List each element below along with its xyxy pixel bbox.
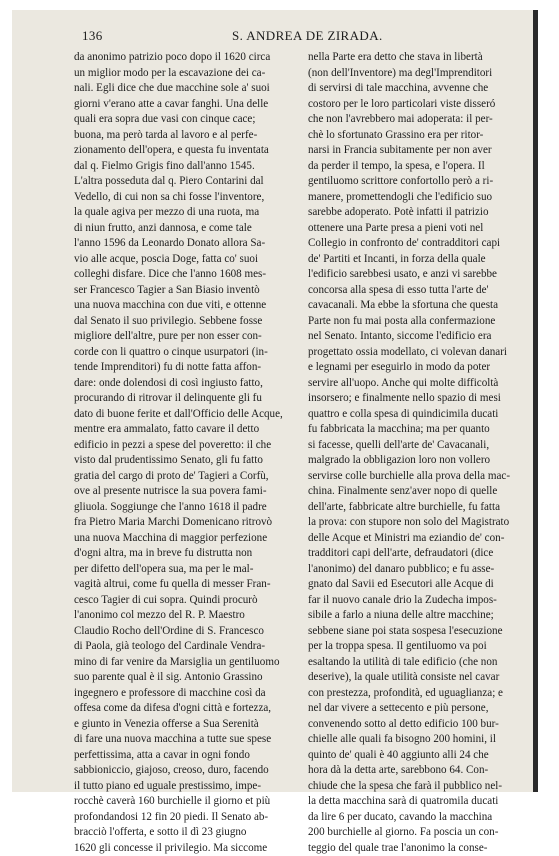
- text-line: visto dal prudentissimo Senato, gli fu fatto: [74, 453, 299, 469]
- text-line: tende Imprenditori) fu di notte fatta affon-: [74, 360, 299, 376]
- text-line: zionamento dell'opera, e questa fu inventata: [74, 143, 299, 159]
- text-line: chiude che la spesa che farà il pubblico nel-: [308, 779, 533, 795]
- text-line: insorsero; e finalmente nello spazio di mesi: [308, 391, 533, 407]
- text-line: di fare una nuova macchina a tutte sue spese: [74, 732, 299, 748]
- text-line: che non l'avrebbero mai adoperata: il per-: [308, 112, 533, 128]
- text-line: l'edificio sarebbesi usato, e anzi vi sarebbe: [308, 267, 533, 283]
- text-line: dal Senato il suo privilegio. Sebbene fosse: [74, 314, 299, 330]
- text-line: nel dar vivere a settecento e più persone,: [308, 701, 533, 717]
- text-line: gnato dal Savii ed Esecutori alle Acque di: [308, 577, 533, 593]
- text-line: concorsa alla spesa di esso tutta l'arte de': [308, 283, 533, 299]
- text-line: vio alle acque, poscia Doge, fatta co' suoi: [74, 252, 299, 268]
- text-line: il tutto piano ed uguale prestissimo, impe-: [74, 779, 299, 795]
- text-line: ove al presente nutrisce la sua povera fami-: [74, 484, 299, 500]
- text-line: Claudio Rocho dell'Ordine di S. Francesco: [74, 624, 299, 640]
- text-line: la prova: con stupore non solo del Magistrato: [308, 515, 533, 531]
- text-line: hora dà la detta arte, sarebbono 64. Con-: [308, 763, 533, 779]
- text-line: profondandosi 12 fin 20 piedi. Il Senato ab-: [74, 810, 299, 826]
- text-line: quinto de' quali è 40 aggiunto alli 24 che: [308, 748, 533, 764]
- text-line: gliuola. Soggiunge che l'anno 1618 il padre: [74, 500, 299, 516]
- text-line: gratia del cargo di proto de' Tagieri a Corfù,: [74, 469, 299, 485]
- text-line: da perder il tempo, la spesa, e l'opera. Il: [308, 159, 533, 175]
- text-line: e giunto in Venezia offerse a Sua Serenità: [74, 717, 299, 733]
- text-line: giorni v'erano atte a cavar fanghi. Una delle: [74, 97, 299, 113]
- text-line: convenendo sotto al detto edificio 100 bur-: [308, 717, 533, 733]
- text-line: una nuova macchina con due viti, e ottenne: [74, 298, 299, 314]
- text-line: si facesse, quelli dell'arte de' Cavacanali,: [308, 438, 533, 454]
- text-line: chielle alle quali fa bisogno 200 homini, il: [308, 732, 533, 748]
- text-line: Collegio in confronto de' contradditori capi: [308, 236, 533, 252]
- text-line: chè lo sfortunato Grassino era per ritor-: [308, 128, 533, 144]
- text-line: nali. Egli dice che due macchine sole a' suoi: [74, 81, 299, 97]
- left-text-column: [74, 50, 299, 856]
- text-line: buona, ma però tarda al lavoro e al perfe-: [74, 128, 299, 144]
- text-line: Vedello, di cui non sa chi fosse l'inventore,: [74, 190, 299, 206]
- text-line: vagità altrui, come fu quella di messer Fran-: [74, 577, 299, 593]
- text-line: quattro e colla spesa di quindicimila ducati: [308, 407, 533, 423]
- text-line: fra Pietro Maria Marchi Domenicano ritrovò: [74, 515, 299, 531]
- text-line: con prestezza, profondità, ed uguaglianza; e: [308, 686, 533, 702]
- text-line: 200 burchielle al giorno. Fa poscia un con-: [308, 825, 533, 841]
- text-line: deserive), la quale utilità consiste nel cavar: [308, 670, 533, 686]
- text-line: nel Senato. Intanto, siccome l'edificio era: [308, 329, 533, 345]
- text-line: ottenere una Parte presa a pieni voti nel: [308, 221, 533, 237]
- text-line: di Paola, già teologo del Cardinale Vendra-: [74, 639, 299, 655]
- text-line: tradditori capi dell'arte, defraudatori (dice: [308, 546, 533, 562]
- text-line: delle Acque et Ministri ma eziandio de' con-: [308, 531, 533, 547]
- text-line: esaltando la utilità di tale edificio (che non: [308, 655, 533, 671]
- text-line: la detta macchina sarà di quatromila ducati: [308, 794, 533, 810]
- text-line: da anonimo patrizio poco dopo il 1620 circa: [74, 50, 299, 66]
- text-line: l'anonimo col mezzo del R. P. Maestro: [74, 608, 299, 624]
- text-line: edificio in pezzi a spese del poveretto: il che: [74, 438, 299, 454]
- text-line: ingegnero e professore di macchine così da: [74, 686, 299, 702]
- text-line: 1620 gli concesse il privilegio. Ma siccome: [74, 841, 299, 856]
- text-line: fu fabbricata la macchina; ma per quanto: [308, 422, 533, 438]
- text-line: sibile a farlo a niuna delle altre macchine;: [308, 608, 533, 624]
- text-line: dato di buone ferite et dall'Officio delle Acque,: [74, 407, 299, 423]
- text-line: e legnami per eseguirlo in modo da poter: [308, 360, 533, 376]
- text-line: L'altra posseduta dal q. Piero Contarini dal: [74, 174, 299, 190]
- text-line: malgrado la obbligazion loro non vollero: [308, 453, 533, 469]
- text-line: (non dell'Inventore) ma degl'Imprenditori: [308, 66, 533, 82]
- text-line: l'anonimo) del danaro pubblico; e fu asse-: [308, 562, 533, 578]
- text-line: teggio del quale trae l'anonimo la conse-: [308, 841, 533, 856]
- text-line: colleghi disfare. Dice che l'anno 1608 mes-: [74, 267, 299, 283]
- right-text-column: [308, 50, 533, 856]
- text-line: mino di far venire da Marsiglia un gentiluomo: [74, 655, 299, 671]
- text-line: una nuova Macchina di maggior perfezione: [74, 531, 299, 547]
- text-line: costoro per le loro particolari viste disseró: [308, 97, 533, 113]
- text-line: perfettissima, atta a cavar in ogni fondo: [74, 748, 299, 764]
- text-line: l'anno 1596 da Leonardo Donato allora Sa-: [74, 236, 299, 252]
- text-line: servire all'uopo. Anche qui molte difficoltà: [308, 376, 533, 392]
- text-line: servirse colle burchielle alla prova della mac-: [308, 469, 533, 485]
- text-line: china. Finalmente senz'aver nopo di quelle: [308, 484, 533, 500]
- text-line: de' Partiti et Incanti, in forza della quale: [308, 252, 533, 268]
- text-line: ser Francesco Tagier a San Biasio inventò: [74, 283, 299, 299]
- text-line: procurando di ritrovar il delinquente gli fu: [74, 391, 299, 407]
- text-line: far il nuovo canale drio la Zudecha impos-: [308, 593, 533, 609]
- text-line: da lire 6 per ducato, cavando la macchina: [308, 810, 533, 826]
- text-line: corde con li quattro o cinque usurpatori (in-: [74, 345, 299, 361]
- text-line: quali era sopra due vasi con cinque cace;: [74, 112, 299, 128]
- page-number: 136: [82, 28, 103, 44]
- text-line: la quale agiva per mezzo di una ruota, ma: [74, 205, 299, 221]
- text-line: nella Parte era detto che stava in libertà: [308, 50, 533, 66]
- text-line: cavacanali. Ma ebbe la sfortuna che questa: [308, 298, 533, 314]
- text-line: dare: onde dolendosi di così ingiusto fatto,: [74, 376, 299, 392]
- text-line: manere, promettendogli che l'edificio suo: [308, 190, 533, 206]
- text-line: progettato ossia modellato, ci volevan danari: [308, 345, 533, 361]
- text-line: di niun frutto, anzi dannosa, e come tale: [74, 221, 299, 237]
- text-line: offesa come da difesa d'ogni città e fortezza,: [74, 701, 299, 717]
- text-line: d'ogni altra, ma in breve fu distrutta non: [74, 546, 299, 562]
- text-line: cesco Tagier di cui sopra. Quindi procurò: [74, 593, 299, 609]
- text-line: gentiluomo scrittore confortollo però a ri-: [308, 174, 533, 190]
- text-line: suo parente qual è il sig. Antonio Grassino: [74, 670, 299, 686]
- text-line: mentre era ammalato, fatto cavare il detto: [74, 422, 299, 438]
- text-line: sarebbe adoperato. Potè infatti il patrizio: [308, 205, 533, 221]
- text-line: di servirsi di tale macchina, avvenne che: [308, 81, 533, 97]
- text-line: per la troppa spesa. Il gentiluomo va poi: [308, 639, 533, 655]
- text-line: rocchè caverà 160 burchielle il giorno et più: [74, 794, 299, 810]
- text-line: narsi in Francia subitamente per non aver: [308, 143, 533, 159]
- text-line: sabbioniccio, giajoso, creoso, duro, facendo: [74, 763, 299, 779]
- text-line: dal q. Fielmo Grigis fino dall'anno 1545.: [74, 159, 299, 175]
- text-line: un miglior modo per la escavazione dei ca-: [74, 66, 299, 82]
- text-line: dell'arte, fabbricate altre burchielle, fu fatta: [308, 500, 533, 516]
- text-line: migliore dell'altre, pure per non esser con-: [74, 329, 299, 345]
- book-page: [12, 10, 538, 792]
- text-line: sebbene siane poi stata sospesa l'esecuzione: [308, 624, 533, 640]
- text-line: bracciò l'offerta, e sotto il dì 23 giugno: [74, 825, 299, 841]
- text-line: per difetto dell'opera sua, ma per le mal-: [74, 562, 299, 578]
- text-line: Parte non fu mai posta alla confermazione: [308, 314, 533, 330]
- running-title: S. ANDREA DE ZIRADA.: [232, 28, 383, 44]
